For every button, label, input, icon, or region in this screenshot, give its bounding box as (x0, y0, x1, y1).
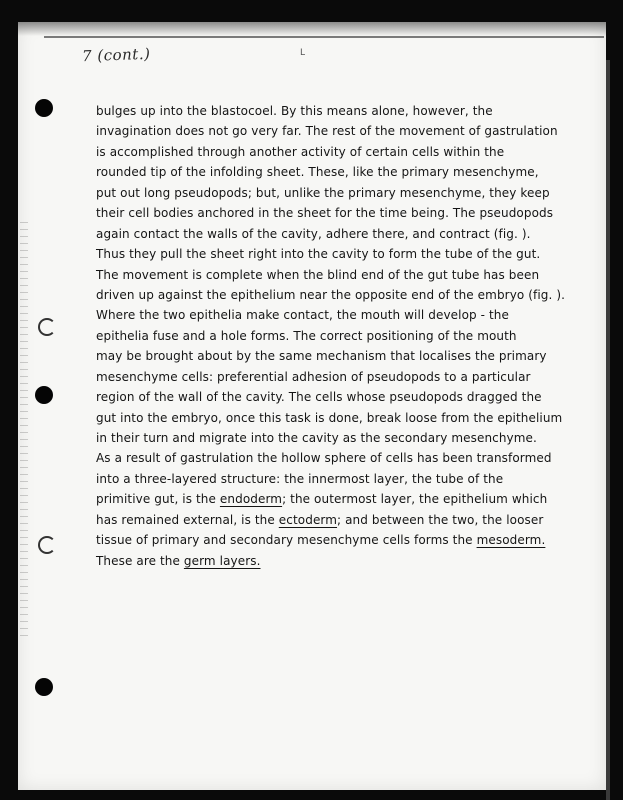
text-segment: tissue of primary and secondary mesenchyme cells forms the (96, 533, 477, 548)
underlined-term: germ layers. (183, 553, 261, 568)
body-paragraph (96, 101, 576, 571)
text-segment: may be brought about by the same mechanism that localises the primary (96, 349, 547, 364)
text-line (96, 346, 576, 366)
underlined-term: ectoderm (278, 512, 338, 527)
text-segment: epithelia fuse and a hole forms. The correct positioning of the mouth (96, 328, 517, 343)
text-segment: mesenchyme cells: preferential adhesion of pseudopods to a particular (96, 369, 531, 384)
text-line (96, 326, 576, 346)
binder-ring-mark-upper (38, 318, 56, 336)
text-segment: region of the wall of the cavity. The cells whose pseudopods dragged the (96, 390, 542, 405)
text-segment: Thus they pull the sheet right into the cavity to form the tube of the gut. (96, 247, 541, 262)
text-segment: primitive gut, is the (96, 492, 220, 507)
text-line (96, 203, 576, 223)
text-segment: ; and between the two, the looser (337, 512, 544, 527)
text-segment: Where the two epithelia make contact, the mouth will develop - the (96, 308, 509, 323)
text-segment: gut into the embryo, once this task is done, break loose from the epithelium (96, 410, 563, 425)
text-line (96, 121, 576, 141)
binder-hole-top (35, 99, 53, 117)
handwritten-page-number: 7 (cont.) (81, 44, 151, 66)
text-line (96, 428, 576, 448)
text-line (96, 469, 576, 489)
stray-mark: L (300, 48, 306, 58)
right-edge-shadow (606, 60, 610, 800)
text-segment: bulges up into the blastocoel. By this means alone, however, the (96, 104, 493, 118)
text-segment: The movement is complete when the blind end of the gut tube has been (96, 267, 540, 282)
underlined-term: mesoderm. (476, 533, 546, 548)
underlined-term: endoderm (219, 492, 283, 507)
paper-sheet (18, 22, 606, 790)
text-line (96, 305, 576, 325)
text-line (96, 101, 576, 121)
text-line (96, 551, 576, 571)
text-segment: rounded tip of the infolding sheet. These, like the primary mesenchyme, (96, 165, 539, 180)
text-segment: is accomplished through another activity of certain cells within the (96, 144, 505, 159)
text-line (96, 162, 576, 182)
text-segment: As a result of gastrulation the hollow sphere of cells has been transformed (96, 451, 552, 466)
text-line (96, 387, 576, 407)
binder-hole-bottom (35, 678, 53, 696)
binder-hole-middle (35, 386, 53, 404)
text-segment: put out long pseudopods; but, unlike the primary mesenchyme, they keep (96, 185, 550, 200)
text-segment: These are the (96, 553, 184, 568)
text-line (96, 530, 576, 550)
left-edge-speckle (20, 222, 28, 642)
text-line (96, 244, 576, 264)
top-edge-line (44, 36, 604, 38)
text-segment: again contact the walls of the cavity, adhere there, and contract (fig. ). (96, 226, 531, 241)
text-line (96, 367, 576, 387)
text-line (96, 265, 576, 285)
text-segment: into a three-layered structure: the innermost layer, the tube of the (96, 471, 504, 486)
text-segment: driven up against the epithelium near the opposite end of the embryo (fig. ). (96, 287, 566, 302)
text-segment: invagination does not go very far. The rest of the movement of gastrulation (96, 124, 558, 139)
text-line (96, 510, 576, 530)
text-line (96, 142, 576, 162)
text-line (96, 224, 576, 244)
text-line (96, 448, 576, 468)
text-segment: in their turn and migrate into the cavity as the secondary mesenchyme. (96, 431, 537, 445)
text-line (96, 489, 576, 509)
text-line (96, 285, 576, 305)
text-segment: ; the outermost layer, the epithelium which (282, 492, 548, 507)
text-line (96, 183, 576, 203)
text-segment: has remained external, is the (96, 512, 279, 527)
binder-ring-mark-lower (38, 536, 56, 554)
top-shadow (18, 22, 606, 36)
text-line (96, 408, 576, 428)
text-segment: their cell bodies anchored in the sheet for the time being. The pseudopods (96, 206, 554, 221)
